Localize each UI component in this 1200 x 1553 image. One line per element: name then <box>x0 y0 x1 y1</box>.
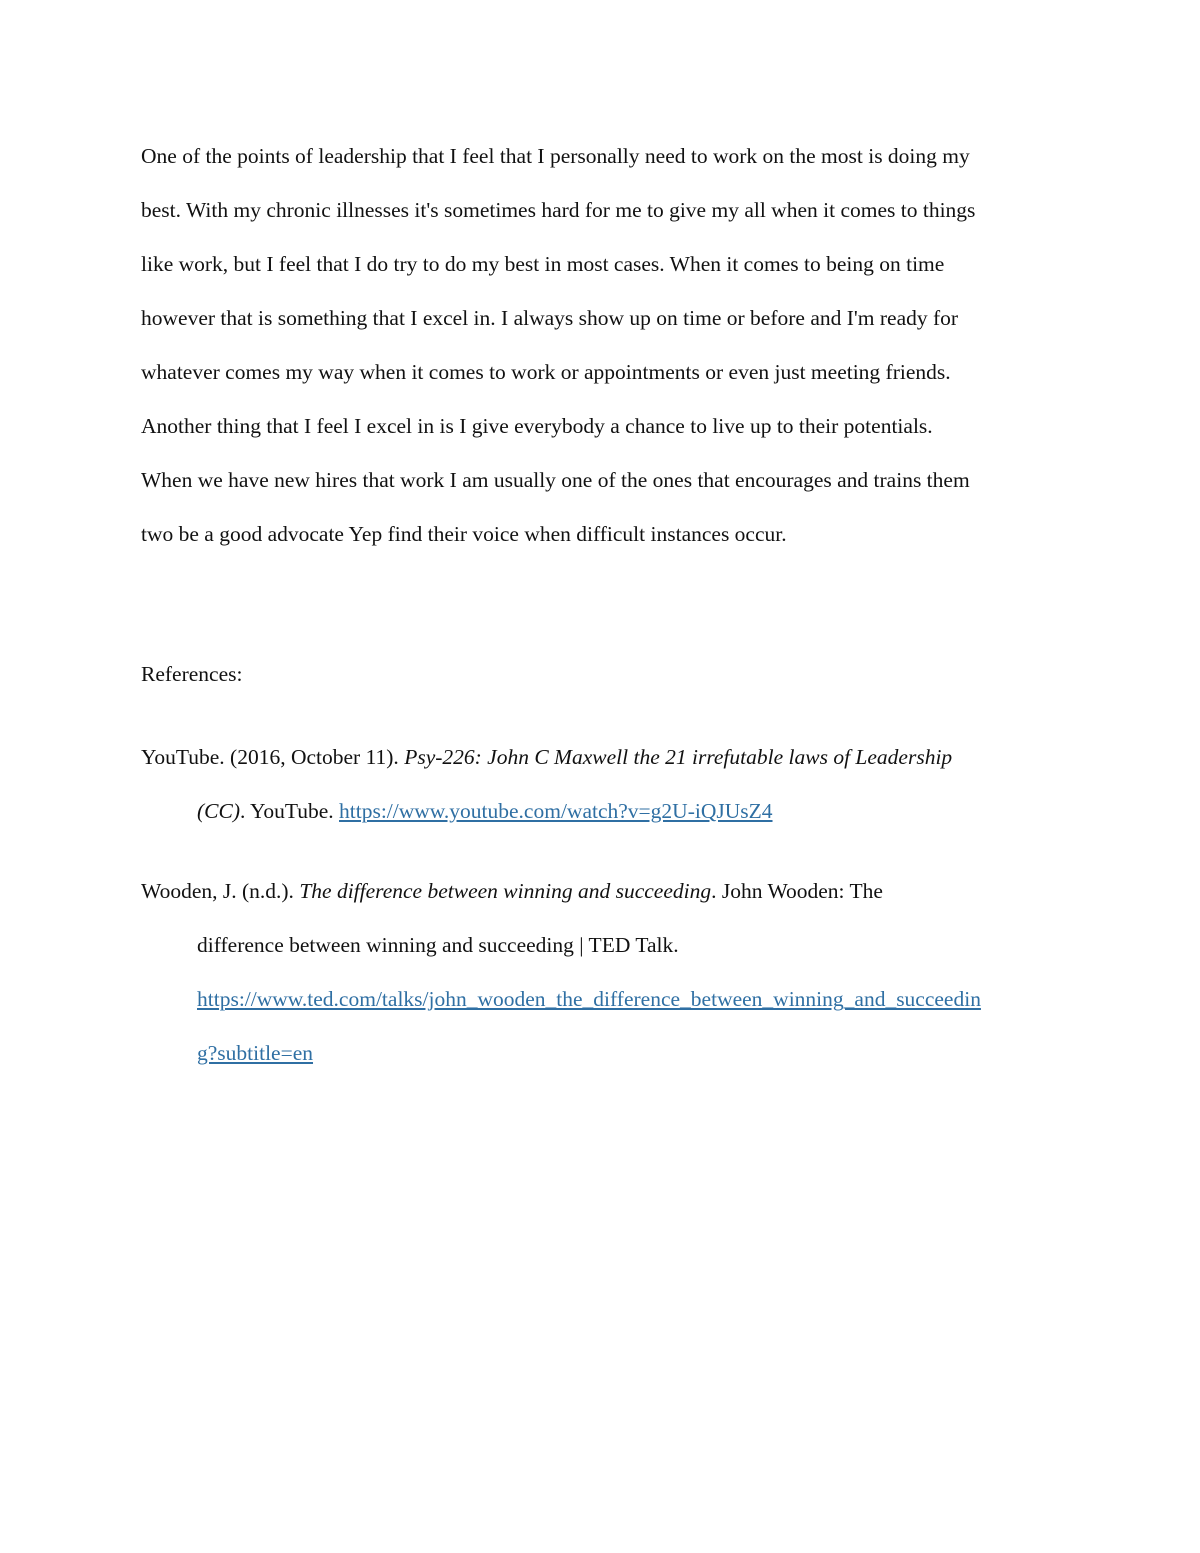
references-heading: References: <box>141 662 243 686</box>
paragraph-line: two be a good advocate Yep find their voice when difficult instances occur. <box>141 522 787 546</box>
paragraph-line: Another thing that I feel I excel in is I give everybody a chance to live up to their potentials. <box>141 414 933 438</box>
reference-line <box>141 982 1071 1036</box>
reference-line <box>141 874 1071 928</box>
youtube-link[interactable]: https://www.youtube.com/watch?v=g2U-iQJUsZ4 <box>339 799 773 823</box>
reference-prefix: Wooden, J. (n.d.). <box>141 879 300 903</box>
paragraph-line: best. With my chronic illnesses it's sometimes hard for me to give my all when it comes to things <box>141 198 976 222</box>
body-paragraph <box>141 139 1066 571</box>
ted-link-continued[interactable]: g?subtitle=en <box>197 1041 314 1065</box>
reference-youtube <box>141 740 1071 848</box>
reference-line: difference between winning and succeeding | TED Talk. <box>197 933 679 957</box>
paragraph-line: however that is something that I excel in. I always show up on time or before and I'm ready for <box>141 306 959 330</box>
reference-title: Psy-226: John C Maxwell the 21 irrefutable laws of Leadership <box>404 745 953 769</box>
paragraph-line: When we have new hires that work I am usually one of the ones that encourages and trains them <box>141 468 970 492</box>
reference-ted <box>141 874 1071 1090</box>
reference-title-continued: (CC) <box>197 799 240 823</box>
reference-prefix: YouTube. (2016, October 11). <box>141 745 405 769</box>
reference-line <box>141 794 1071 848</box>
reference-line <box>141 1036 1071 1090</box>
reference-title: The difference between winning and succeeding <box>299 879 712 903</box>
reference-suffix: . John Wooden: The <box>711 879 883 903</box>
ted-link[interactable]: https://www.ted.com/talks/john_wooden_the_difference_between_winning_and_succeedin <box>197 987 981 1011</box>
paragraph-line: whatever comes my way when it comes to work or appointments or even just meeting friends. <box>141 360 951 384</box>
paragraph-line: like work, but I feel that I do try to do my best in most cases. When it comes to being on time <box>141 252 945 276</box>
reference-publisher: . YouTube. <box>240 799 339 823</box>
reference-line <box>141 740 1071 794</box>
paragraph-line: One of the points of leadership that I feel that I personally need to work on the most is doing my <box>141 144 970 168</box>
